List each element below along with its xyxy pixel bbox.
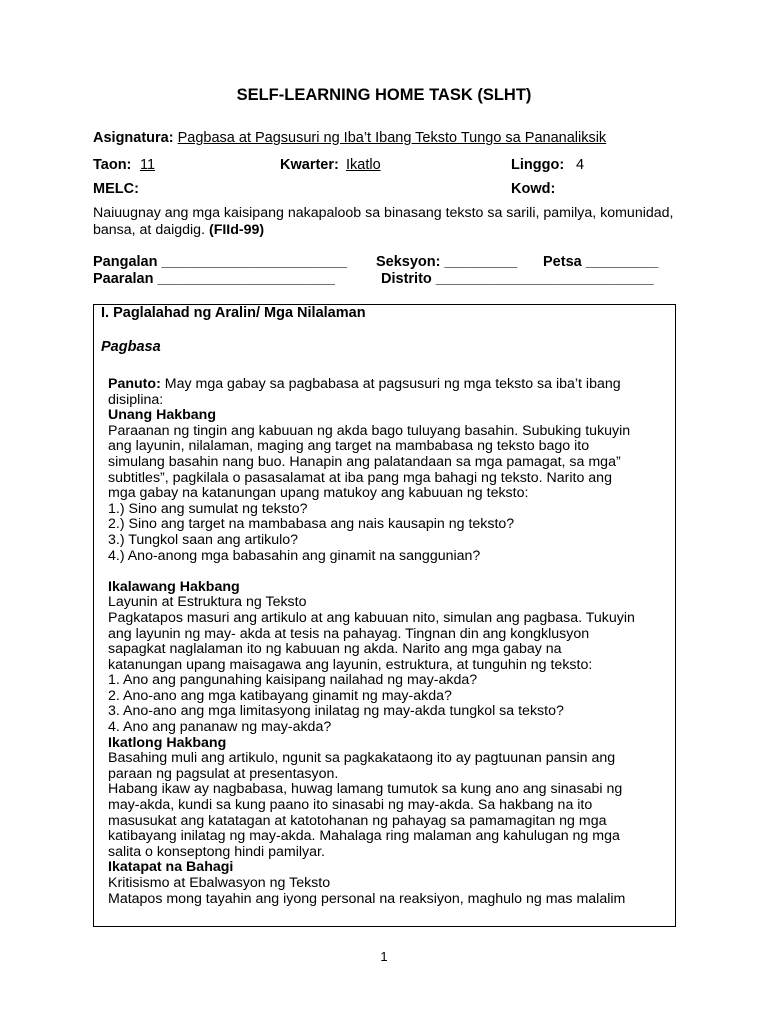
step-3-line: Basahing muli ang artikulo, ngunit sa pagkakataong ito ay pagtuunan pansin ang [108,750,616,767]
step-1-line: simulang basahin nang buo. Hanapin ang palatandaan sa mga pamagat, sa mga” [108,453,621,470]
step-2-question: 2. Ano-ano ang mga katibayang ginamit ng may-akda? [108,687,452,704]
spacer [108,564,664,580]
seksyon-label: Seksyon: [376,254,441,270]
step-2-line: katanungan upang maisagawa ang layunin, estruktura, at tunguhin ng teksto: [108,656,593,673]
pagbasa-heading: Pagbasa [101,339,161,355]
step-3-line: Habang ikaw ay nagbabasa, huwag lamang tumutok sa kung ano ang sinasabi ng [108,781,623,798]
pangalan-blank[interactable]: _______________________ [161,254,347,270]
panuto-label: Panuto: [108,376,161,392]
paaralan-label: Paaralan [93,271,154,287]
kwarter-value: Ikatlo [346,157,381,173]
step-1-line: subtitles”, pagkilala o pasasalamat at iba pang mga bahagi ng teksto. Narito ang [108,469,612,486]
step-2-line: sapagkat naglalaman ito ng kabuuan ng akda. Narito ang mga gabay na [108,641,562,658]
asignatura-value: Pagbasa at Pagsusuri ng Iba’t Ibang Teksto Tungo sa Pananaliksik [177,130,607,146]
linggo-label: Linggo: [511,157,565,173]
step-2-title: Ikalawang Hakbang [108,578,240,595]
step-3-title: Ikatlong Hakbang [108,734,227,751]
petsa-field[interactable] [543,254,658,270]
kowd-label: Kowd: [511,181,556,197]
step-1-line: Paraanan ng tingin ang kabuuan ng akda bago tuluyang basahin. Subuking tukuyin [108,422,631,439]
step-1-title: Unang Hakbang [108,407,216,424]
paaralan-field[interactable] [93,271,335,287]
step-2-question: 4. Ano ang pananaw ng may-akda? [108,719,332,736]
step-2-question: 1. Ano ang pangunahing kaisipang nailahad ng may-akda? [108,672,478,689]
distrito-field[interactable] [381,271,654,287]
step-1-line: ang layunin, nilalaman, maging ang target na mambabasa ng teksto bago ito [108,438,590,455]
step-1-question: 4.) Ano-anong mga babasahin ang ginamit na sanggunian? [108,547,481,564]
page-title: SELF-LEARNING HOME TASK (SLHT) [236,86,532,104]
section-heading: I. Paglalahad ng Aralin/ Mga Nilalaman [101,305,366,321]
step-4-line: Kritisismo at Ebalwasyon ng Teksto [108,875,331,891]
distrito-label: Distrito [381,271,432,287]
lesson-box [93,304,676,927]
kwarter-label: Kwarter: [280,157,339,173]
distrito-blank[interactable]: ___________________________ [435,271,654,287]
paaralan-blank[interactable]: ______________________ [157,271,335,287]
taon-value: 11 [140,157,156,173]
petsa-label: Petsa [543,254,582,270]
asignatura-label: Asignatura: [93,130,174,146]
step-2-line: Layunin at Estruktura ng Teksto [108,594,307,611]
step-3-line: masusukat ang katatagan at katotohanan ng pahayag sa pamamagitan ng mga [108,812,607,829]
linggo-value: 4 [576,157,585,173]
step-1-question: 3.) Tungkol saan ang artikulo? [108,531,299,548]
seksyon-field[interactable] [376,254,517,270]
step-4-line: Matapos mong tayahin ang iyong personal na reaksiyon, maghulo ng mas malalim [108,890,626,907]
step-2-line: ang layunin ng may- akda at tesis na pahayag. Tingnan din ang kongklusyon [108,625,590,642]
melc-text: Naiuugnay ang mga kaisipang nakapaloob sa binasang teksto sa sarili, pamilya, komunidad, bansa, at daigdig. [93,205,674,238]
step-3-line: paraan ng pagsulat at presentasyon. [108,765,339,782]
step-1-question: 2.) Sino ang target na mambabasa ang nais kausapin ng teksto? [108,516,515,533]
step-2-question: 3. Ano-ano ang mga limitasyong inilatag ng may-akda tungkol sa teksto? [108,703,564,720]
panuto-text: May mga gabay sa pagbabasa at pagsusuri ng mga teksto sa iba’t ibang [164,376,621,392]
melc-label: MELC: [93,181,139,197]
taon-label: Taon: [93,157,132,173]
step-3-line: may-akda, kundi sa kung paano ito sinasabi ng may-akda. Sa hakbang na ito [108,797,593,814]
page-number: 1 [380,949,388,964]
petsa-blank[interactable]: _________ [585,254,659,270]
pangalan-field[interactable] [93,254,347,270]
panuto-line-2: disiplina: [108,391,164,408]
seksyon-blank[interactable]: _________ [444,254,518,270]
panuto-line [108,377,664,393]
step-3-line: salita o konseptong hindi pamilyar. [108,843,325,860]
step-2-line: Pagkatapos masuri ang artikulo at ang kabuuan nito, simulan ang pagbasa. Tukuyin [108,609,635,626]
lesson-content [108,377,664,907]
melc-code: (FIId-99) [208,221,265,238]
asignatura-row [93,130,606,146]
step-1-line: mga gabay na katanungan upang matukoy ang kabuuan ng teksto: [108,485,529,502]
step-3-line: katibayang inilatag ng may-akda. Mahalaga ring malaman ang kahulugan ng mga [108,828,620,845]
pangalan-label: Pangalan [93,254,158,270]
melc-competency [93,205,693,238]
step-1-question: 1.) Sino ang sumulat ng teksto? [108,500,308,517]
step-4-title: Ikatapat na Bahagi [108,859,234,876]
